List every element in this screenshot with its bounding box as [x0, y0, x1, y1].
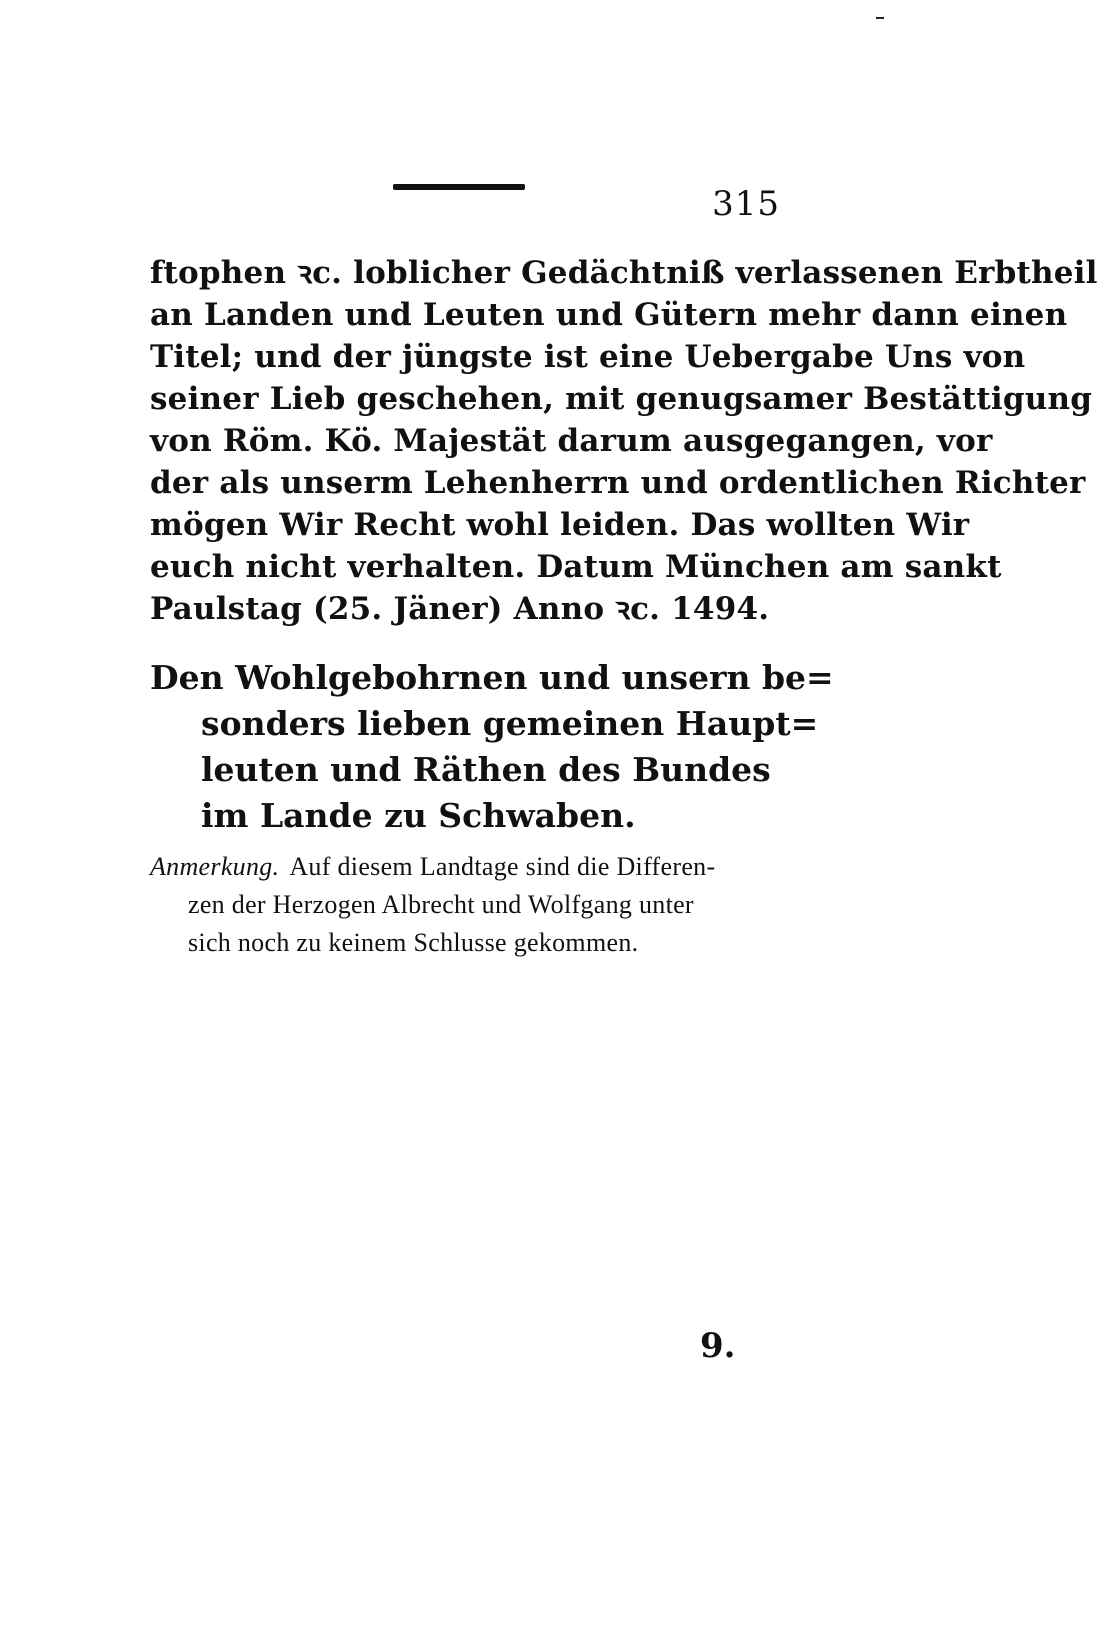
text-line: an Landen und Leuten und Gütern mehr dann einen: [150, 297, 1068, 333]
text-line: der als unserm Lehenherrn und ordentlichen Richter: [150, 465, 1086, 501]
text-line: von Röm. Kö. Majestät darum ausgegangen, vor: [150, 423, 993, 459]
margin-mark: [876, 17, 884, 19]
page-number: 315: [712, 184, 780, 224]
address-line: im Lande zu Schwaben.: [201, 796, 636, 835]
text-line: seiner Lieb geschehen, mit genugsamer Bestättigung: [150, 381, 1093, 417]
text-line: mögen Wir Recht wohl leiden. Das wollten Wir: [150, 507, 970, 543]
header-rule: [393, 184, 525, 190]
address-block: [150, 655, 834, 839]
text-line: Titel; und der jüngste ist eine Uebergabe Uns von: [150, 339, 1026, 375]
address-line: Den Wohlgebohrnen und unsern be=: [150, 658, 834, 697]
main-paragraph: [150, 252, 1098, 630]
note-label: Anmerkung.: [150, 852, 280, 881]
address-line: leuten und Räthen des Bundes: [201, 750, 771, 789]
text-line: ftophen ꝛc. loblicher Gedächtniß verlassenen Erbtheil: [150, 255, 1098, 291]
text-line: euch nicht verhalten. Datum München am sankt: [150, 549, 1002, 585]
address-line: sonders lieben gemeinen Haupt=: [201, 704, 819, 743]
annotation-note: [150, 848, 800, 962]
note-line: sich noch zu keinem Schlusse gekommen.: [188, 928, 639, 957]
signature-mark: 9.: [700, 1326, 736, 1366]
note-line: [150, 848, 800, 886]
text-line: Paulstag (25. Jäner) Anno ꝛc. 1494.: [150, 591, 770, 627]
note-line: zen der Herzogen Albrecht und Wolfgang unter: [188, 890, 694, 919]
note-text: Auf diesem Landtage sind die Differen-: [289, 852, 716, 881]
